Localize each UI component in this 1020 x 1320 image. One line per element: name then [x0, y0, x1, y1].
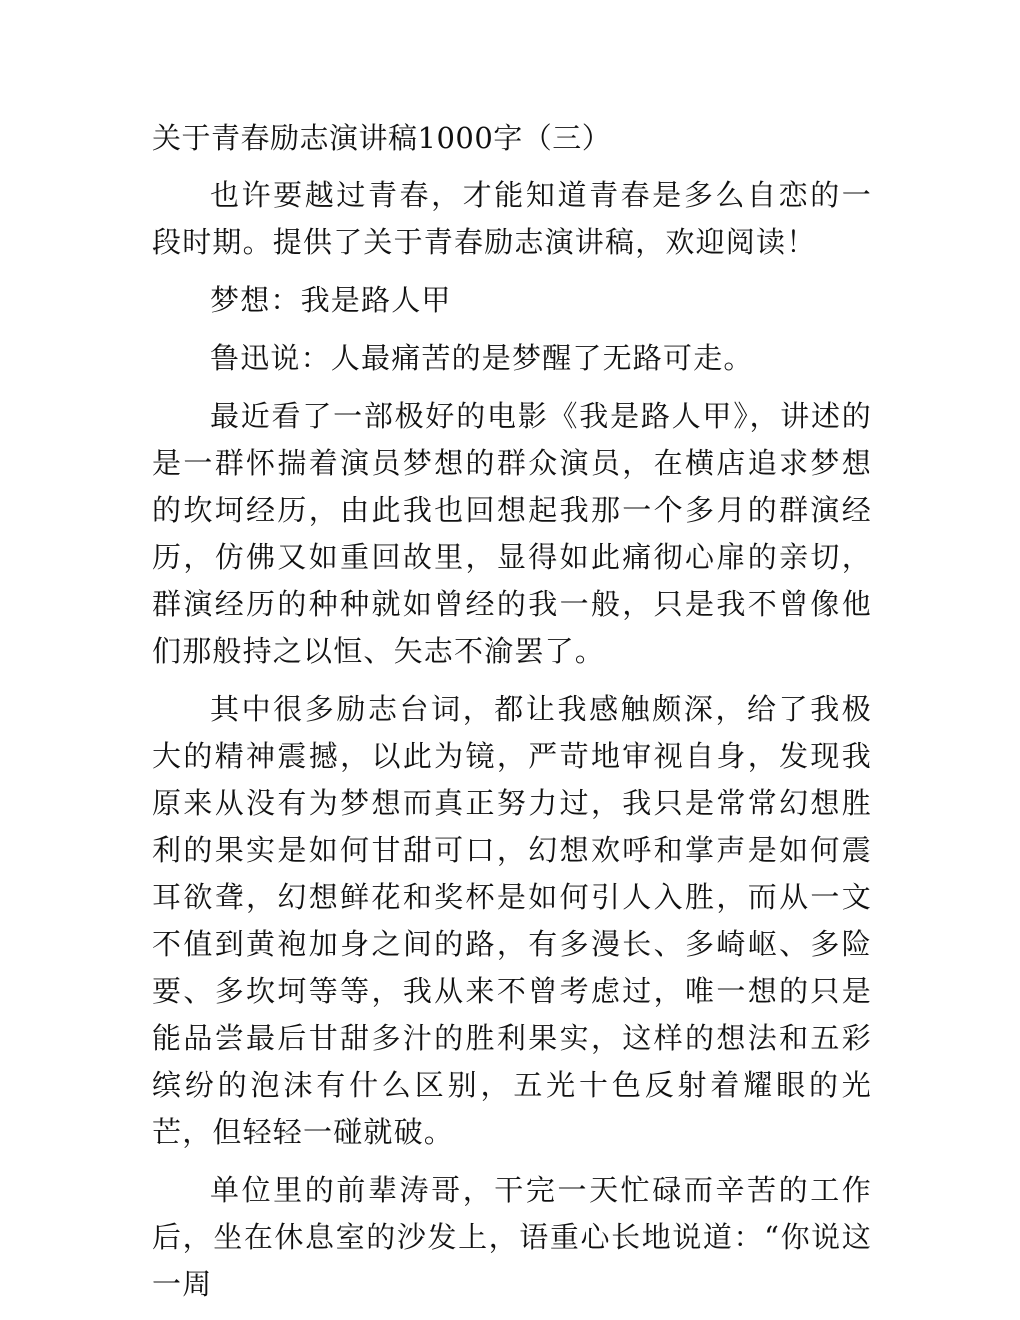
paragraph-subtitle: 梦想：我是路人甲	[210, 283, 452, 317]
paragraph-intro: 也许要越过青春，才能知道青春是多么自恋的一段时期。提供了关于青春励志演讲稿，欢迎阅读！	[152, 178, 872, 259]
paragraph-colleague: 单位里的前辈涛哥，干完一天忙碌而辛苦的工作后，坐在休息室的沙发上，语重心长地说道：“你说这一周	[152, 1173, 872, 1301]
paragraph-movie: 最近看了一部极好的电影《我是路人甲》，讲述的是一群怀揣着演员梦想的群众演员，在横店追求梦想的坎坷经历，由此我也回想起我那一个多月的群演经历，仿佛又如重回故里，显得如此痛彻心扉的亲切，群演经历的种种就如曾经的我一般，只是我不曾像他们那般持之以恒、矢志不渝罢了。	[152, 399, 872, 668]
paragraph-quote: 鲁迅说：人最痛苦的是梦醒了无路可走。	[210, 341, 754, 375]
document-body	[152, 116, 872, 1308]
document-title: 关于青春励志演讲稿1000字（三）	[152, 121, 612, 155]
paragraph-reflection: 其中很多励志台词，都让我感触颇深，给了我极大的精神震撼，以此为镜，严苛地审视自身，发现我原来从没有为梦想而真正努力过，我只是常常幻想胜利的果实是如何甘甜可口，幻想欢呼和掌声是如何震耳欲聋，幻想鲜花和奖杯是如何引人入胜，而从一文不值到黄袍加身之间的路，有多漫长、多崎岖、多险要、多坎坷等等，我从来不曾考虑过，唯一想的只是能品尝最后甘甜多汁的胜利果实，这样的想法和五彩缤纷的泡沫有什么区别，五光十色反射着耀眼的光芒，但轻轻一碰就破。	[152, 692, 872, 1149]
